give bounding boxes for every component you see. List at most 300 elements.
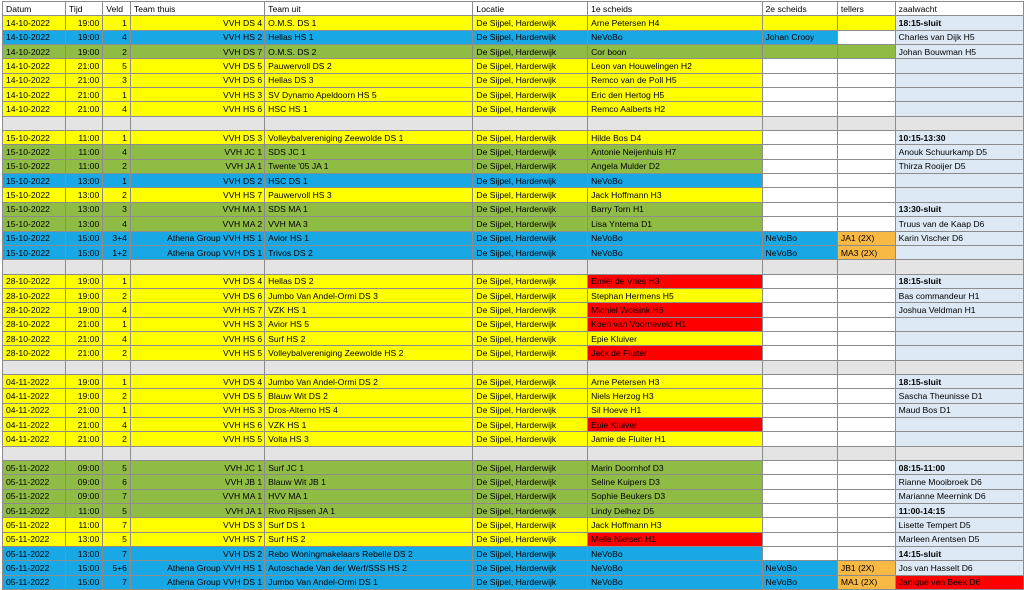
cell-2e-scheids[interactable]	[762, 518, 837, 532]
cell-veld[interactable]: 4	[103, 417, 131, 431]
cell-2e-scheids[interactable]	[762, 532, 837, 546]
cell-locatie[interactable]: De Sijpel, Harderwijk	[473, 174, 588, 188]
cell-team-uit[interactable]: HSC HS 1	[265, 102, 473, 116]
cell-zaalwacht[interactable]	[895, 317, 1023, 331]
cell-veld[interactable]: 2	[103, 45, 131, 59]
cell-veld[interactable]: 4	[103, 145, 131, 159]
cell-zaalwacht[interactable]: Johan Bouwman H5	[895, 45, 1023, 59]
cell-team-uit[interactable]: Jumbo Van Andel-Ormi DS 2	[265, 374, 473, 388]
cell-tellers[interactable]	[837, 30, 895, 44]
cell-zaalwacht[interactable]	[895, 417, 1023, 431]
cell-1e-scheids[interactable]: Arne Petersen H3	[588, 374, 762, 388]
cell-datum[interactable]: 05-11-2022	[3, 561, 66, 575]
cell-2e-scheids[interactable]	[762, 288, 837, 302]
cell-tellers[interactable]	[837, 432, 895, 446]
cell-locatie[interactable]: De Sijpel, Harderwijk	[473, 489, 588, 503]
cell-team-thuis[interactable]: VVH HS 6	[130, 331, 264, 345]
cell-team-uit[interactable]: Hellas DS 2	[265, 274, 473, 288]
cell-tellers[interactable]	[837, 217, 895, 231]
cell-veld[interactable]: 6	[103, 475, 131, 489]
cell-datum[interactable]: 05-11-2022	[3, 532, 66, 546]
cell-veld[interactable]: 7	[103, 518, 131, 532]
cell-veld[interactable]: 1	[103, 174, 131, 188]
cell-tijd[interactable]: 21:00	[65, 403, 102, 417]
cell-datum[interactable]: 15-10-2022	[3, 202, 66, 216]
cell-zaalwacht[interactable]	[895, 88, 1023, 102]
cell-team-uit[interactable]: Surf JC 1	[265, 461, 473, 475]
cell-locatie[interactable]: De Sijpel, Harderwijk	[473, 532, 588, 546]
cell-tijd[interactable]: 11:00	[65, 131, 102, 145]
cell-locatie[interactable]: De Sijpel, Harderwijk	[473, 45, 588, 59]
cell-locatie[interactable]: De Sijpel, Harderwijk	[473, 417, 588, 431]
cell-locatie[interactable]: De Sijpel, Harderwijk	[473, 145, 588, 159]
cell-locatie[interactable]: De Sijpel, Harderwijk	[473, 88, 588, 102]
cell-veld[interactable]: 1	[103, 374, 131, 388]
cell-1e-scheids[interactable]: Jack de Fluiter	[588, 346, 762, 360]
cell-datum[interactable]: 04-11-2022	[3, 389, 66, 403]
cell-datum[interactable]: 15-10-2022	[3, 217, 66, 231]
cell-tijd[interactable]: 11:00	[65, 518, 102, 532]
cell-2e-scheids[interactable]	[762, 374, 837, 388]
cell-datum[interactable]: 14-10-2022	[3, 59, 66, 73]
cell-locatie[interactable]: De Sijpel, Harderwijk	[473, 331, 588, 345]
cell-datum[interactable]: 14-10-2022	[3, 45, 66, 59]
cell-veld[interactable]: 1	[103, 16, 131, 30]
cell-zaalwacht[interactable]	[895, 102, 1023, 116]
cell-team-uit[interactable]: Jumbo Van Andel-Ormi DS 3	[265, 288, 473, 302]
cell-locatie[interactable]: De Sijpel, Harderwijk	[473, 389, 588, 403]
cell-locatie[interactable]: De Sijpel, Harderwijk	[473, 217, 588, 231]
cell-zaalwacht[interactable]	[895, 73, 1023, 87]
cell-team-thuis[interactable]: VVH DS 6	[130, 288, 264, 302]
cell-datum[interactable]: 28-10-2022	[3, 303, 66, 317]
cell-zaalwacht[interactable]: Charles van Dijk H5	[895, 30, 1023, 44]
cell-2e-scheids[interactable]	[762, 88, 837, 102]
cell-tijd[interactable]: 13:00	[65, 202, 102, 216]
header-tijd[interactable]: Tijd	[65, 2, 102, 16]
cell-team-thuis[interactable]: VVH DS 2	[130, 547, 264, 561]
cell-datum[interactable]: 28-10-2022	[3, 331, 66, 345]
cell-team-uit[interactable]: Surf HS 2	[265, 331, 473, 345]
cell-datum[interactable]: 04-11-2022	[3, 417, 66, 431]
cell-datum[interactable]: 14-10-2022	[3, 73, 66, 87]
cell-datum[interactable]: 28-10-2022	[3, 274, 66, 288]
cell-datum[interactable]: 15-10-2022	[3, 159, 66, 173]
cell-2e-scheids[interactable]	[762, 331, 837, 345]
cell-1e-scheids[interactable]: Remco van de Poll H5	[588, 73, 762, 87]
cell-team-uit[interactable]: Volleybalvereniging Zeewolde DS 1	[265, 131, 473, 145]
cell-datum[interactable]: 14-10-2022	[3, 16, 66, 30]
cell-zaalwacht[interactable]: Marleen Arentsen D5	[895, 532, 1023, 546]
cell-tijd[interactable]: 11:00	[65, 159, 102, 173]
cell-2e-scheids[interactable]	[762, 145, 837, 159]
cell-tellers[interactable]	[837, 102, 895, 116]
cell-datum[interactable]: 28-10-2022	[3, 346, 66, 360]
cell-datum[interactable]: 15-10-2022	[3, 188, 66, 202]
cell-datum[interactable]: 05-11-2022	[3, 461, 66, 475]
cell-tijd[interactable]: 21:00	[65, 59, 102, 73]
cell-tellers[interactable]	[837, 202, 895, 216]
cell-veld[interactable]: 4	[103, 217, 131, 231]
cell-tellers[interactable]: JA1 (2X)	[837, 231, 895, 245]
cell-2e-scheids[interactable]: Johan Crooy	[762, 30, 837, 44]
cell-tellers[interactable]	[837, 159, 895, 173]
cell-tijd[interactable]: 19:00	[65, 288, 102, 302]
cell-team-thuis[interactable]: VVH HS 3	[130, 317, 264, 331]
cell-locatie[interactable]: De Sijpel, Harderwijk	[473, 575, 588, 589]
cell-1e-scheids[interactable]: Melle Nielsen H1	[588, 532, 762, 546]
cell-veld[interactable]: 7	[103, 489, 131, 503]
cell-team-uit[interactable]: Trivos DS 2	[265, 245, 473, 259]
cell-tellers[interactable]	[837, 403, 895, 417]
cell-tellers[interactable]	[837, 346, 895, 360]
cell-veld[interactable]: 1	[103, 403, 131, 417]
cell-tellers[interactable]	[837, 59, 895, 73]
cell-1e-scheids[interactable]: Cor boon	[588, 45, 762, 59]
cell-datum[interactable]: 05-11-2022	[3, 475, 66, 489]
cell-1e-scheids[interactable]: Jack Hoffmann H3	[588, 518, 762, 532]
cell-1e-scheids[interactable]: Jamie de Fluiter H1	[588, 432, 762, 446]
cell-tellers[interactable]	[837, 16, 895, 30]
header-datum[interactable]: Datum	[3, 2, 66, 16]
cell-team-uit[interactable]: Surf HS 2	[265, 532, 473, 546]
cell-team-thuis[interactable]: VVH JC 1	[130, 461, 264, 475]
cell-team-uit[interactable]: Surf DS 1	[265, 518, 473, 532]
cell-team-thuis[interactable]: VVH HS 3	[130, 403, 264, 417]
cell-tijd[interactable]: 11:00	[65, 504, 102, 518]
cell-team-uit[interactable]: SV Dynamo Apeldoorn HS 5	[265, 88, 473, 102]
cell-tijd[interactable]: 21:00	[65, 331, 102, 345]
header-veld[interactable]: Veld	[103, 2, 131, 16]
cell-zaalwacht[interactable]: 18:15-sluit	[895, 374, 1023, 388]
cell-tellers[interactable]	[837, 303, 895, 317]
cell-zaalwacht[interactable]: Sascha Theunisse D1	[895, 389, 1023, 403]
cell-datum[interactable]: 05-11-2022	[3, 504, 66, 518]
cell-2e-scheids[interactable]	[762, 274, 837, 288]
cell-team-thuis[interactable]: VVH DS 4	[130, 374, 264, 388]
cell-2e-scheids[interactable]	[762, 547, 837, 561]
cell-veld[interactable]: 2	[103, 389, 131, 403]
cell-tellers[interactable]	[837, 518, 895, 532]
cell-zaalwacht[interactable]: 10:15-13:30	[895, 131, 1023, 145]
cell-veld[interactable]: 4	[103, 102, 131, 116]
cell-1e-scheids[interactable]: Stephan Hermens H5	[588, 288, 762, 302]
cell-team-uit[interactable]: O.M.S. DS 2	[265, 45, 473, 59]
cell-tellers[interactable]	[837, 547, 895, 561]
cell-tijd[interactable]: 15:00	[65, 575, 102, 589]
cell-1e-scheids[interactable]: NeVoBo	[588, 30, 762, 44]
cell-locatie[interactable]: De Sijpel, Harderwijk	[473, 475, 588, 489]
cell-veld[interactable]: 1	[103, 274, 131, 288]
cell-team-uit[interactable]: Volleybalvereniging Zeewolde HS 2	[265, 346, 473, 360]
cell-2e-scheids[interactable]	[762, 389, 837, 403]
cell-veld[interactable]: 2	[103, 188, 131, 202]
cell-tellers[interactable]: JB1 (2X)	[837, 561, 895, 575]
cell-veld[interactable]: 1	[103, 317, 131, 331]
cell-tijd[interactable]: 19:00	[65, 274, 102, 288]
cell-datum[interactable]: 05-11-2022	[3, 489, 66, 503]
cell-tijd[interactable]: 21:00	[65, 346, 102, 360]
cell-tellers[interactable]	[837, 145, 895, 159]
cell-tellers[interactable]	[837, 131, 895, 145]
cell-locatie[interactable]: De Sijpel, Harderwijk	[473, 16, 588, 30]
cell-team-thuis[interactable]: VVH HS 5	[130, 432, 264, 446]
cell-team-uit[interactable]: Hellas HS 1	[265, 30, 473, 44]
cell-locatie[interactable]: De Sijpel, Harderwijk	[473, 231, 588, 245]
cell-tijd[interactable]: 13:00	[65, 217, 102, 231]
cell-tellers[interactable]	[837, 331, 895, 345]
cell-zaalwacht[interactable]: 18:15-sluit	[895, 16, 1023, 30]
cell-team-thuis[interactable]: VVH DS 4	[130, 16, 264, 30]
cell-locatie[interactable]: De Sijpel, Harderwijk	[473, 346, 588, 360]
cell-2e-scheids[interactable]	[762, 217, 837, 231]
cell-tijd[interactable]: 09:00	[65, 461, 102, 475]
cell-zaalwacht[interactable]: Maud Bos D1	[895, 403, 1023, 417]
cell-tijd[interactable]: 13:00	[65, 188, 102, 202]
cell-veld[interactable]: 2	[103, 288, 131, 302]
cell-2e-scheids[interactable]	[762, 504, 837, 518]
cell-tellers[interactable]: MA3 (2X)	[837, 245, 895, 259]
cell-team-uit[interactable]: Avior HS 1	[265, 231, 473, 245]
cell-locatie[interactable]: De Sijpel, Harderwijk	[473, 303, 588, 317]
cell-team-uit[interactable]: Autoschade Van der Werf/SSS HS 2	[265, 561, 473, 575]
cell-2e-scheids[interactable]	[762, 317, 837, 331]
cell-locatie[interactable]: De Sijpel, Harderwijk	[473, 504, 588, 518]
cell-team-thuis[interactable]: VVH DS 3	[130, 131, 264, 145]
cell-zaalwacht[interactable]: Marianne Meernink D6	[895, 489, 1023, 503]
cell-zaalwacht[interactable]	[895, 346, 1023, 360]
cell-team-thuis[interactable]: VVH HS 7	[130, 532, 264, 546]
cell-veld[interactable]: 4	[103, 331, 131, 345]
cell-team-uit[interactable]: Avior HS 5	[265, 317, 473, 331]
cell-team-thuis[interactable]: VVH DS 5	[130, 59, 264, 73]
cell-locatie[interactable]: De Sijpel, Harderwijk	[473, 131, 588, 145]
cell-1e-scheids[interactable]: Emiel de Vries H3	[588, 274, 762, 288]
cell-datum[interactable]: 14-10-2022	[3, 30, 66, 44]
cell-team-uit[interactable]: VZK HS 1	[265, 417, 473, 431]
cell-locatie[interactable]: De Sijpel, Harderwijk	[473, 561, 588, 575]
cell-veld[interactable]: 5	[103, 461, 131, 475]
cell-datum[interactable]: 05-11-2022	[3, 575, 66, 589]
cell-2e-scheids[interactable]	[762, 475, 837, 489]
cell-tijd[interactable]: 21:00	[65, 102, 102, 116]
cell-1e-scheids[interactable]: Epie Kluiver	[588, 331, 762, 345]
cell-team-thuis[interactable]: VVH DS 7	[130, 45, 264, 59]
cell-1e-scheids[interactable]: Eric den Hertog H5	[588, 88, 762, 102]
header-team-uit[interactable]: Team uit	[265, 2, 473, 16]
cell-datum[interactable]: 05-11-2022	[3, 547, 66, 561]
cell-team-uit[interactable]: Rebo Woningmakelaars Rebelle DS 2	[265, 547, 473, 561]
cell-zaalwacht[interactable]: Lisette Tempert D5	[895, 518, 1023, 532]
cell-tellers[interactable]	[837, 504, 895, 518]
cell-veld[interactable]: 1	[103, 88, 131, 102]
cell-tellers[interactable]	[837, 88, 895, 102]
cell-2e-scheids[interactable]	[762, 303, 837, 317]
header-locatie[interactable]: Locatie	[473, 2, 588, 16]
cell-team-thuis[interactable]: VVH MA 2	[130, 217, 264, 231]
cell-team-uit[interactable]: O.M.S. DS 1	[265, 16, 473, 30]
cell-team-thuis[interactable]: Athena Group VVH DS 1	[130, 245, 264, 259]
cell-tijd[interactable]: 09:00	[65, 475, 102, 489]
cell-datum[interactable]: 28-10-2022	[3, 288, 66, 302]
cell-tijd[interactable]: 15:00	[65, 561, 102, 575]
cell-2e-scheids[interactable]: NeVoBo	[762, 561, 837, 575]
cell-locatie[interactable]: De Sijpel, Harderwijk	[473, 73, 588, 87]
cell-tijd[interactable]: 21:00	[65, 73, 102, 87]
cell-zaalwacht[interactable]: Thirza Rooijer D5	[895, 159, 1023, 173]
cell-tellers[interactable]	[837, 389, 895, 403]
cell-1e-scheids[interactable]: Lisa Yntema D1	[588, 217, 762, 231]
cell-locatie[interactable]: De Sijpel, Harderwijk	[473, 317, 588, 331]
cell-datum[interactable]: 04-11-2022	[3, 403, 66, 417]
cell-tijd[interactable]: 13:00	[65, 174, 102, 188]
cell-veld[interactable]: 2	[103, 432, 131, 446]
cell-tijd[interactable]: 19:00	[65, 16, 102, 30]
cell-team-uit[interactable]: Pauwervoll DS 2	[265, 59, 473, 73]
cell-tellers[interactable]	[837, 417, 895, 431]
cell-2e-scheids[interactable]	[762, 461, 837, 475]
cell-tijd[interactable]: 15:00	[65, 245, 102, 259]
cell-tijd[interactable]: 19:00	[65, 30, 102, 44]
cell-locatie[interactable]: De Sijpel, Harderwijk	[473, 518, 588, 532]
cell-team-thuis[interactable]: VVH DS 2	[130, 174, 264, 188]
cell-zaalwacht[interactable]	[895, 59, 1023, 73]
cell-1e-scheids[interactable]: Michiel Wolsink H6	[588, 303, 762, 317]
cell-locatie[interactable]: De Sijpel, Harderwijk	[473, 59, 588, 73]
cell-veld[interactable]: 7	[103, 547, 131, 561]
cell-tellers[interactable]	[837, 532, 895, 546]
cell-team-thuis[interactable]: VVH JA 1	[130, 159, 264, 173]
cell-2e-scheids[interactable]	[762, 432, 837, 446]
cell-1e-scheids[interactable]: Jack Hoffmann H3	[588, 188, 762, 202]
cell-1e-scheids[interactable]: Arne Petersen H4	[588, 16, 762, 30]
cell-veld[interactable]: 5	[103, 59, 131, 73]
cell-zaalwacht[interactable]	[895, 331, 1023, 345]
cell-datum[interactable]: 14-10-2022	[3, 88, 66, 102]
cell-team-thuis[interactable]: VVH JC 1	[130, 145, 264, 159]
cell-zaalwacht[interactable]: Truus van de Kaap D6	[895, 217, 1023, 231]
cell-zaalwacht[interactable]: Bas commandeur H1	[895, 288, 1023, 302]
header-team-thuis[interactable]: Team thuis	[130, 2, 264, 16]
cell-locatie[interactable]: De Sijpel, Harderwijk	[473, 245, 588, 259]
cell-zaalwacht[interactable]: Jos van Hasselt D6	[895, 561, 1023, 575]
cell-zaalwacht[interactable]: 11:00-14:15	[895, 504, 1023, 518]
cell-locatie[interactable]: De Sijpel, Harderwijk	[473, 403, 588, 417]
cell-team-thuis[interactable]: VVH MA 1	[130, 489, 264, 503]
cell-2e-scheids[interactable]	[762, 73, 837, 87]
cell-locatie[interactable]: De Sijpel, Harderwijk	[473, 432, 588, 446]
cell-2e-scheids[interactable]: NeVoBo	[762, 575, 837, 589]
cell-1e-scheids[interactable]: Niels Herzog H3	[588, 389, 762, 403]
cell-team-uit[interactable]: Rivo Rijssen JA 1	[265, 504, 473, 518]
cell-team-uit[interactable]: Hellas DS 3	[265, 73, 473, 87]
cell-2e-scheids[interactable]	[762, 417, 837, 431]
cell-tijd[interactable]: 21:00	[65, 88, 102, 102]
cell-team-uit[interactable]: VZK HS 1	[265, 303, 473, 317]
cell-datum[interactable]: 14-10-2022	[3, 102, 66, 116]
cell-tellers[interactable]	[837, 475, 895, 489]
cell-1e-scheids[interactable]: Seline Kuipers D3	[588, 475, 762, 489]
cell-team-uit[interactable]: HVV MA 1	[265, 489, 473, 503]
cell-2e-scheids[interactable]	[762, 16, 837, 30]
cell-veld[interactable]: 5+6	[103, 561, 131, 575]
cell-zaalwacht[interactable]: 18:15-sluit	[895, 274, 1023, 288]
cell-team-uit[interactable]: Blauw Wit JB 1	[265, 475, 473, 489]
cell-datum[interactable]: 15-10-2022	[3, 231, 66, 245]
header-2e-scheids[interactable]: 2e scheids	[762, 2, 837, 16]
cell-veld[interactable]: 2	[103, 159, 131, 173]
cell-team-thuis[interactable]: VVH HS 6	[130, 417, 264, 431]
cell-locatie[interactable]: De Sijpel, Harderwijk	[473, 30, 588, 44]
cell-zaalwacht[interactable]	[895, 174, 1023, 188]
cell-tijd[interactable]: 09:00	[65, 489, 102, 503]
cell-1e-scheids[interactable]: NeVoBo	[588, 174, 762, 188]
cell-team-thuis[interactable]: VVH HS 2	[130, 30, 264, 44]
cell-2e-scheids[interactable]	[762, 174, 837, 188]
cell-2e-scheids[interactable]	[762, 59, 837, 73]
cell-1e-scheids[interactable]: NeVoBo	[588, 547, 762, 561]
cell-team-thuis[interactable]: VVH HS 3	[130, 88, 264, 102]
cell-1e-scheids[interactable]: NeVoBo	[588, 245, 762, 259]
cell-1e-scheids[interactable]: Barry Torn H1	[588, 202, 762, 216]
cell-1e-scheids[interactable]: Sophie Beukers D3	[588, 489, 762, 503]
cell-team-thuis[interactable]: VVH HS 5	[130, 346, 264, 360]
cell-zaalwacht[interactable]: 13:30-sluit	[895, 202, 1023, 216]
cell-team-thuis[interactable]: VVH MA 1	[130, 202, 264, 216]
cell-tijd[interactable]: 19:00	[65, 374, 102, 388]
cell-veld[interactable]: 3+4	[103, 231, 131, 245]
cell-1e-scheids[interactable]: Lindy Delhez D5	[588, 504, 762, 518]
cell-team-thuis[interactable]: VVH JA 1	[130, 504, 264, 518]
cell-2e-scheids[interactable]	[762, 102, 837, 116]
cell-1e-scheids[interactable]: NeVoBo	[588, 231, 762, 245]
cell-tellers[interactable]	[837, 317, 895, 331]
cell-veld[interactable]: 3	[103, 73, 131, 87]
cell-zaalwacht[interactable]: 08:15-11:00	[895, 461, 1023, 475]
cell-1e-scheids[interactable]: Epie Kluiver	[588, 417, 762, 431]
cell-team-thuis[interactable]: VVH HS 7	[130, 188, 264, 202]
cell-tijd[interactable]: 19:00	[65, 389, 102, 403]
cell-team-uit[interactable]: SDS MA 1	[265, 202, 473, 216]
cell-locatie[interactable]: De Sijpel, Harderwijk	[473, 288, 588, 302]
cell-team-thuis[interactable]: Athena Group VVH HS 1	[130, 561, 264, 575]
cell-team-uit[interactable]: Dros-Alterno HS 4	[265, 403, 473, 417]
cell-team-uit[interactable]: VVH MA 3	[265, 217, 473, 231]
cell-1e-scheids[interactable]: Koen van Voorneveld H1	[588, 317, 762, 331]
cell-veld[interactable]: 7	[103, 575, 131, 589]
cell-veld[interactable]: 2	[103, 346, 131, 360]
cell-tijd[interactable]: 15:00	[65, 231, 102, 245]
cell-datum[interactable]: 04-11-2022	[3, 374, 66, 388]
cell-2e-scheids[interactable]	[762, 202, 837, 216]
cell-2e-scheids[interactable]	[762, 346, 837, 360]
cell-team-thuis[interactable]: VVH DS 3	[130, 518, 264, 532]
cell-locatie[interactable]: De Sijpel, Harderwijk	[473, 461, 588, 475]
cell-team-thuis[interactable]: Athena Group VVH DS 1	[130, 575, 264, 589]
cell-team-thuis[interactable]: VVH HS 6	[130, 102, 264, 116]
cell-team-uit[interactable]: SDS JC 1	[265, 145, 473, 159]
cell-team-thuis[interactable]: VVH DS 5	[130, 389, 264, 403]
cell-2e-scheids[interactable]	[762, 131, 837, 145]
cell-locatie[interactable]: De Sijpel, Harderwijk	[473, 102, 588, 116]
cell-veld[interactable]: 4	[103, 30, 131, 44]
cell-datum[interactable]: 28-10-2022	[3, 317, 66, 331]
cell-1e-scheids[interactable]: Leon van Houwelingen H2	[588, 59, 762, 73]
cell-veld[interactable]: 5	[103, 504, 131, 518]
cell-tijd[interactable]: 21:00	[65, 417, 102, 431]
cell-2e-scheids[interactable]: NeVoBo	[762, 245, 837, 259]
cell-team-thuis[interactable]: VVH JB 1	[130, 475, 264, 489]
